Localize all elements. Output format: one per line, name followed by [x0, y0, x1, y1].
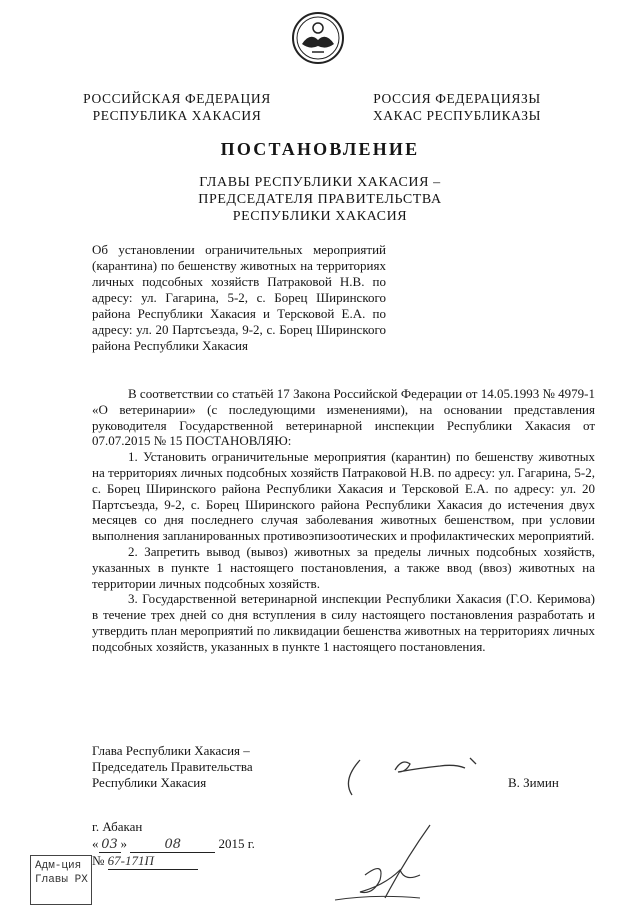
date-open-quote: «	[92, 836, 99, 851]
item-2-paragraph: 2. Запретить вывод (вывоз) животных за пределы личных подсобных хозяйств, указанных в пункте 1 настоящего постановления, а также ввод (ввоз) животных на территории личных подсобных хозяйств.	[92, 543, 595, 591]
number-value: 67-171П	[108, 853, 198, 870]
item-3-paragraph: 3. Государственной ветеринарной инспекции Республики Хакасия (Г.О. Керимова) в течение трех дней со дня вступления в силу настоящего постановления разработать и утвердить план мероприятий по ликвидации бешенства животных на территориях личных подсобных хозяйств, указанных в пункте 1 настоящего постановления.	[92, 591, 595, 654]
registration-stamp	[30, 855, 92, 905]
header-left	[82, 90, 272, 124]
date-day: 03	[99, 837, 121, 853]
document-number	[92, 853, 198, 870]
item-1-paragraph: 1. Установить ограничительные мероприятия (карантин) по бешенству животных на территориях личных подсобных хозяйств Патраковой Н.В. по адресу: ул. Гагарина, 5-2, с. Борец Ширинского района Республики Хакасия и Терсковой Е.А. по адресу: ул. 20 Партсъезда, 9-2, с. Борец Ширинского района Республики Хакасия до истечения двух месяцев со дня последнего случая заболевания животных бешенством, при условии выполнения запланированных противоэпизоотических и профилактических мероприятий.	[92, 449, 595, 544]
stamp-line1: Адм-ция	[35, 860, 82, 872]
document-subtitle	[150, 174, 490, 225]
position-line1: Глава Республики Хакасия –	[92, 743, 250, 758]
subtitle-line3: РЕСПУБЛИКИ ХАКАСИЯ	[232, 209, 408, 224]
date-month: 08	[130, 837, 215, 853]
issue-date	[92, 836, 282, 853]
document-subject: Об установлении ограничительных мероприятий (карантина) по бешенству животных на территориях личных подсобных хозяйств Патраковой Н.В. по адресу: ул. Гагарина, 5-2, с. Борец Ширинского района Республики Хакасия и Терсковой Е.А. по адресу: ул. 20 Партсъезда, 9-2, с. Борец Ширинского района Республики Хакасия	[92, 242, 386, 353]
subtitle-line1: ГЛАВЫ РЕСПУБЛИКИ ХАКАСИЯ –	[199, 175, 441, 190]
header-left-line1: РОССИЙСКАЯ ФЕДЕРАЦИЯ	[83, 91, 271, 106]
handwritten-signature	[340, 750, 490, 800]
document-title: ПОСТАНОВЛЕНИЕ	[220, 139, 420, 159]
preamble-paragraph: В соответствии со статьёй 17 Закона Российской Федерации от 14.05.1993 № 4979-1 «О ветеринарии» (с последующими изменениями), на основании представления руководителя Государственной ветеринарной инспекции Республики Хакасия от 07.07.2015 № 15 ПОСТАНОВЛЯЮ:	[92, 386, 595, 449]
subtitle-line2: ПРЕДСЕДАТЕЛЯ ПРАВИТЕЛЬСТВА	[198, 192, 442, 207]
header-right-line1: РОССИЯ ФЕДЕРАЦИЯЗЫ	[373, 91, 541, 106]
document-body	[92, 386, 595, 655]
position-line3: Республики Хакасия	[92, 775, 207, 790]
signatory-position	[92, 743, 253, 791]
header-right-line2: ХАКАС РЕСПУБЛИКАЗЫ	[372, 108, 542, 123]
header-left-line2: РЕСПУБЛИКА ХАКАСИЯ	[92, 108, 262, 123]
date-year: 2015 г.	[218, 836, 255, 851]
handwritten-initials	[325, 820, 455, 905]
coat-of-arms-icon	[290, 10, 346, 66]
date-close-quote: »	[120, 836, 127, 851]
signatory-name: В. Зимин	[508, 775, 559, 790]
number-label: №	[92, 853, 105, 868]
stamp-line2: Главы РХ	[35, 874, 88, 886]
issue-place: г. Абакан	[92, 819, 143, 834]
header-right	[362, 90, 552, 124]
position-line2: Председатель Правительства	[92, 759, 253, 774]
